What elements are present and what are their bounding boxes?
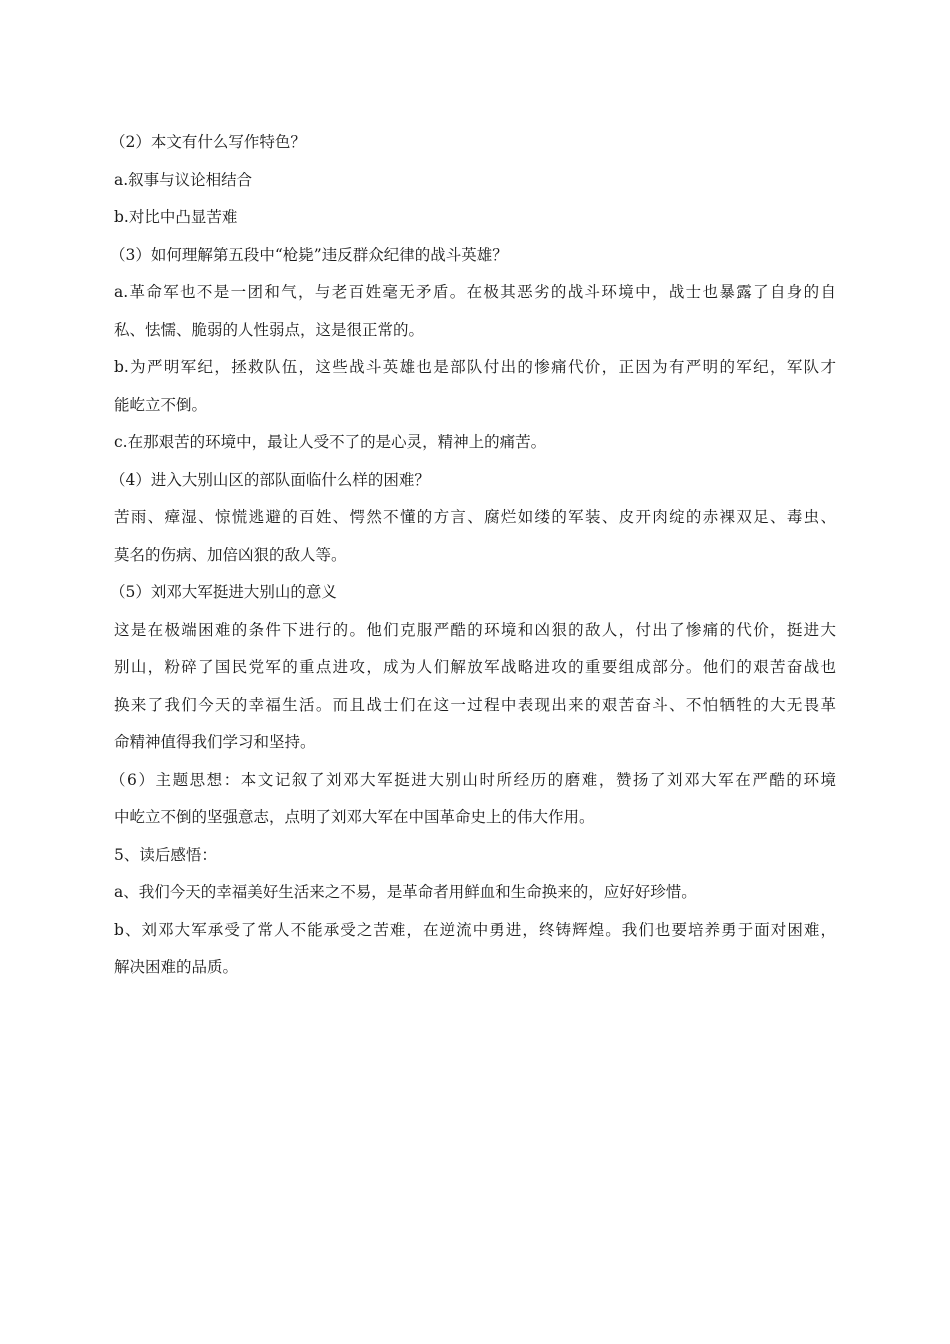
answer-3c: c.在那艰苦的环境中，最让人受不了的是心灵，精神上的痛苦。 [114, 433, 547, 451]
answer-3a-line-2: 私、怯懦、脆弱的人性弱点，这是很正常的。 [114, 320, 425, 339]
reflection-a: a、我们今天的幸福美好生活来之不易，是革命者用鲜血和生命换来的，应好好珍惜。 [114, 883, 697, 901]
theme-line-2: 中屹立不倒的坚强意志，点明了刘邓大军在中国革命史上的伟大作用。 [114, 808, 595, 826]
document-body [110, 124, 836, 987]
answer-2a: a.叙事与议论相结合 [114, 170, 253, 189]
section-5-heading: 5、读后感悟： [114, 845, 217, 864]
question-4-heading: （4）进入大别山区的部队面临什么样的困难？ [110, 470, 430, 489]
question-2-heading: （2）本文有什么写作特色？ [110, 133, 306, 151]
reflection-b-line-1: b、刘邓大军承受了常人不能承受之苦难，在逆流中勇进，终铸辉煌。我们也要培养勇于面对困难， [114, 920, 836, 939]
answer-2b: b.对比中凸显苦难 [114, 208, 238, 226]
answer-5-line-4: 命精神值得我们学习和坚持。 [114, 733, 316, 751]
answer-3b-line-2: 能屹立不倒。 [114, 395, 208, 414]
theme-line-1: （6）主题思想：本文记叙了刘邓大军挺进大别山时所经历的磨难，赞扬了刘邓大军在严酷的环境 [110, 770, 836, 789]
answer-5-line-2: 别山，粉碎了国民党军的重点进攻，成为人们解放军战略进攻的重要组成部分。他们的艰苦奋战也 [114, 658, 836, 676]
question-5-heading: （5）刘邓大军挺进大别山的意义 [110, 583, 337, 601]
answer-5-line-3: 换来了我们今天的幸福生活。而且战士们在这一过程中表现出来的艰苦奋斗、不怕牺牲的大无畏革 [114, 695, 836, 714]
answer-4-line-1: 苦雨、瘴湿、惊慌逃避的百姓、愕然不懂的方言、腐烂如缕的军装、皮开肉绽的赤裸双足、毒虫、 [114, 508, 836, 526]
reflection-b-line-2: 解决困难的品质。 [114, 958, 239, 976]
answer-3b-line-1: b.为严明军纪，拯救队伍，这些战斗英雄也是部队付出的惨痛代价，正因为有严明的军纪，军队才 [114, 358, 836, 376]
question-3-heading: （3）如何理解第五段中“枪毙”违反群众纪律的战斗英雄？ [110, 245, 508, 264]
answer-3a-line-1: a.革命军也不是一团和气，与老百姓毫无矛盾。在极其恶劣的战斗环境中，战士也暴露了自身的自 [114, 283, 836, 301]
answer-5-line-1: 这是在极端困难的条件下进行的。他们克服严酷的环境和凶狠的敌人，付出了惨痛的代价，挺进大 [114, 620, 836, 639]
answer-4-line-2: 莫名的伤病、加倍凶狠的敌人等。 [114, 545, 347, 564]
